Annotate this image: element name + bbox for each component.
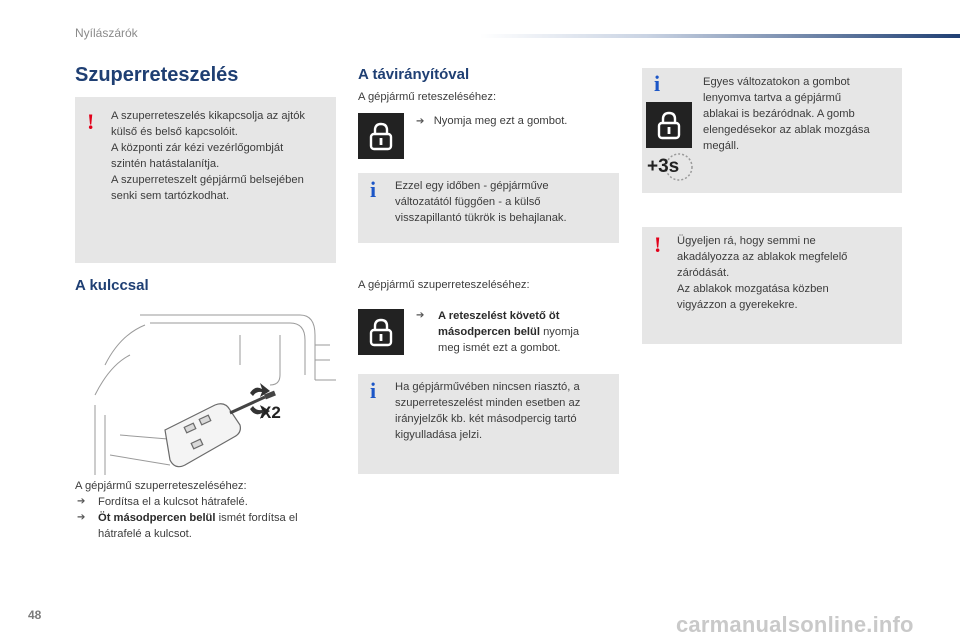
- text-line: külső és belső kapcsolóit.: [111, 126, 238, 138]
- remote-heading: A távirányítóval: [358, 66, 470, 83]
- superlock-step-rest: nyomja: [539, 326, 580, 338]
- lock-button-icon: [358, 309, 404, 355]
- text-line: záródását.: [677, 267, 730, 279]
- text-line: Egyes változatokon a gombot: [703, 76, 850, 88]
- text-line: Az ablakok mozgatása közben: [677, 283, 829, 295]
- key-intro: A gépjármű szuperreteszeléséhez:: [75, 480, 247, 492]
- superlock-step: [416, 308, 616, 356]
- key-step-1-text: Fordítsa el a kulcsot hátrafelé.: [98, 496, 248, 508]
- lock-button-icon: [646, 102, 692, 148]
- text-line: kigyulladása jelzi.: [395, 429, 483, 441]
- warning-exclamation-icon: !: [654, 232, 662, 257]
- twice-badge: X2: [260, 403, 281, 422]
- key-step-2-text: ismét fordítsa el: [215, 512, 298, 524]
- info-icon: i: [370, 177, 377, 202]
- section-title: Nyílászárók: [75, 26, 138, 40]
- superlock-step-bold-2: másodpercen belül: [438, 326, 540, 338]
- text-line: senki sem tartózkodhat.: [111, 190, 230, 202]
- text-line: vigyázzon a gyerekekre.: [677, 299, 798, 311]
- warning-box-right: [642, 227, 902, 344]
- superlock-step-bold-1: A reteszelést követő öt: [438, 310, 560, 322]
- hold-3s-icon: [646, 152, 696, 182]
- text-line: változatától függően - a külső: [395, 196, 541, 208]
- lock-step-text: Nyomja meg ezt a gombot.: [433, 115, 568, 127]
- info-box-windows: [642, 68, 902, 193]
- header-rule: [480, 34, 960, 38]
- bullet-arrow-icon: ➔: [416, 116, 425, 127]
- text-line: irányjelzők kb. két másodpercig tartó: [395, 413, 577, 425]
- text-line: Ügyeljen rá, hogy semmi ne: [677, 235, 816, 247]
- text-line: A központi zár kézi vezérlőgombját: [111, 142, 284, 154]
- warning-exclamation-icon: !: [87, 109, 95, 134]
- superlock-step-line3: meg ismét ezt a gombot.: [438, 342, 561, 354]
- text-line: Ezzel egy időben - gépjárműve: [395, 180, 549, 192]
- key-step-2-bold: Öt másodpercen belül: [98, 512, 216, 524]
- text-line: A szuperreteszelt gépjármű belsejében: [111, 174, 304, 186]
- page-title: Szuperreteszelés: [75, 64, 239, 86]
- text-line: lenyomva tartva a gépjármű: [703, 92, 842, 104]
- hold-3s-label: +3s: [647, 156, 680, 177]
- text-line: elengedésekor az ablak mozgása: [703, 124, 870, 136]
- info-text-alarm: [395, 379, 615, 443]
- info-box-alarm: [358, 374, 619, 474]
- key-step-1: [75, 494, 345, 510]
- info-icon: i: [654, 71, 661, 96]
- text-line: akadályozza az ablakok megfelelő: [677, 251, 848, 263]
- warning-text-left: [111, 108, 331, 204]
- text-line: megáll.: [703, 140, 740, 152]
- page-number: 48: [28, 608, 42, 622]
- key-instructions: [75, 478, 345, 542]
- text-line: A szuperreteszelés kikapcsolja az ajtók: [111, 110, 306, 122]
- info-box-mirrors: [358, 173, 619, 243]
- key-step-2-line2: hátrafelé a kulcsot.: [98, 528, 192, 540]
- bullet-arrow-icon: ➔: [416, 310, 425, 321]
- lock-button-icon: [358, 113, 404, 159]
- lock-intro: A gépjármű reteszeléséhez:: [358, 91, 497, 103]
- info-icon: i: [370, 378, 377, 403]
- text-line: szintén hatástalanítja.: [111, 158, 220, 170]
- warning-box-left: [75, 97, 336, 263]
- superlock-intro: A gépjármű szuperreteszeléséhez:: [358, 279, 530, 291]
- warning-text-right: [677, 233, 897, 313]
- bullet-arrow-icon: ➔: [77, 496, 86, 507]
- info-text-mirrors: [395, 178, 610, 226]
- text-line: ablakai is bezáródnak. A gomb: [703, 108, 855, 120]
- text-line: szuperreteszelést minden esetben az: [395, 397, 581, 409]
- key-heading: A kulccsal: [75, 277, 149, 294]
- info-text-windows: [703, 74, 898, 154]
- watermark: carmanualsonline.info: [676, 612, 914, 637]
- bullet-arrow-icon: ➔: [77, 512, 86, 523]
- text-line: Ha gépjárművében nincsen riasztó, a: [395, 381, 580, 393]
- key-in-lock-illustration: [90, 305, 336, 475]
- text-line: visszapillantó tükrök is behajlanak.: [395, 212, 567, 224]
- lock-step: [416, 113, 567, 130]
- key-step-2: [75, 510, 345, 542]
